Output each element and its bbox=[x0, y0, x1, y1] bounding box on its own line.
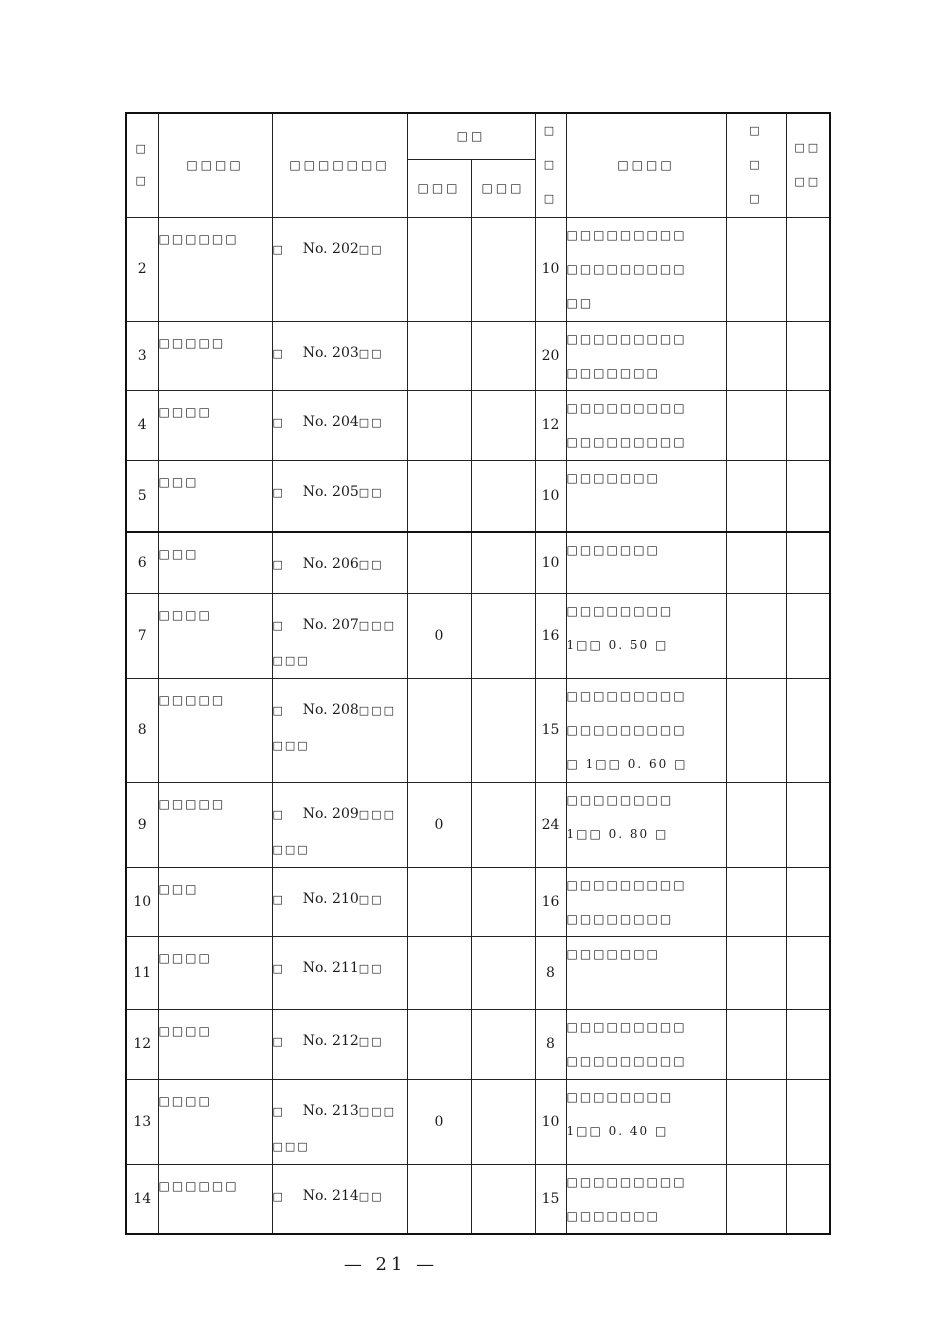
row-empty bbox=[471, 1079, 535, 1164]
header-row-top bbox=[126, 113, 830, 159]
row-code-suffix: □□ bbox=[358, 892, 384, 906]
row-name bbox=[158, 217, 272, 321]
row-name bbox=[158, 460, 272, 532]
table-row bbox=[126, 782, 830, 867]
row-code-number: No. 213 bbox=[302, 1102, 359, 1119]
row-code-number: No. 209 bbox=[302, 805, 359, 822]
row-qty: 15 bbox=[535, 1164, 566, 1234]
row-number: 14 bbox=[126, 1164, 158, 1234]
row-empty bbox=[471, 867, 535, 936]
row-description-line: 1□□ 0. 80 □ bbox=[566, 826, 669, 841]
table-row bbox=[126, 678, 830, 782]
row-empty bbox=[471, 1009, 535, 1079]
row-qty: 10 bbox=[535, 217, 566, 321]
row-code-number: No. 210 bbox=[302, 890, 359, 907]
row-empty bbox=[471, 936, 535, 1009]
page-number: — 21 — bbox=[343, 1254, 439, 1275]
row-col9 bbox=[726, 678, 786, 782]
row-qty: 15 bbox=[535, 678, 566, 782]
row-code bbox=[272, 390, 407, 460]
row-code bbox=[272, 460, 407, 532]
row-col10 bbox=[786, 217, 830, 321]
row-code-box: □ bbox=[272, 807, 285, 821]
row-description-line: □□□□□□□□□ bbox=[566, 434, 687, 449]
row-description bbox=[566, 782, 726, 867]
row-col9 bbox=[726, 321, 786, 390]
row-description-line: □□□□□□□□□ bbox=[566, 1174, 687, 1189]
row-description-line: □□□□□□□□□ bbox=[566, 722, 687, 737]
row-code-line2: □□□ bbox=[272, 738, 310, 752]
row-value bbox=[407, 460, 471, 532]
row-number: 5 bbox=[126, 460, 158, 532]
row-qty: 12 bbox=[535, 390, 566, 460]
row-name-text: □□□□□ bbox=[158, 692, 226, 707]
row-description-line: □□ bbox=[566, 295, 594, 310]
table-row bbox=[126, 460, 830, 532]
row-code bbox=[272, 593, 407, 678]
row-code-box: □ bbox=[272, 1034, 285, 1048]
header-sub1: □□□ bbox=[407, 159, 471, 217]
row-code-number: No. 208 bbox=[302, 701, 359, 718]
row-qty: 16 bbox=[535, 593, 566, 678]
row-code bbox=[272, 678, 407, 782]
row-col9 bbox=[726, 1009, 786, 1079]
table-row bbox=[126, 1079, 830, 1164]
row-col9 bbox=[726, 460, 786, 532]
row-code-number: No. 203 bbox=[302, 344, 359, 361]
row-description bbox=[566, 678, 726, 782]
table-row bbox=[126, 593, 830, 678]
row-code bbox=[272, 1079, 407, 1164]
row-code-box: □ bbox=[272, 242, 285, 256]
row-description bbox=[566, 867, 726, 936]
row-name-text: □□□□ bbox=[158, 404, 212, 419]
header-qty-line1: □ bbox=[543, 124, 558, 138]
header-qty-line2: □ bbox=[543, 158, 558, 172]
row-description bbox=[566, 1009, 726, 1079]
header-qty bbox=[535, 113, 566, 217]
row-code-line2: □□□ bbox=[272, 1139, 310, 1153]
row-value bbox=[407, 217, 471, 321]
row-description-line: □□□□□□□ bbox=[566, 1208, 660, 1223]
row-description bbox=[566, 1079, 726, 1164]
row-name bbox=[158, 1009, 272, 1079]
row-col10 bbox=[786, 1079, 830, 1164]
row-code-number: No. 211 bbox=[302, 959, 359, 976]
table-row bbox=[126, 532, 830, 593]
row-description-line: □ 1□□ 0. 60 □ bbox=[566, 756, 688, 771]
row-name-text: □□□ bbox=[158, 881, 199, 896]
row-code bbox=[272, 867, 407, 936]
row-code-number: No. 202 bbox=[302, 240, 359, 257]
row-value bbox=[407, 867, 471, 936]
row-number: 12 bbox=[126, 1009, 158, 1079]
row-description-line: □□□□□□□ bbox=[566, 470, 660, 485]
header-col9-line1: □ bbox=[749, 124, 763, 138]
row-name-text: □□□□□□ bbox=[158, 231, 239, 246]
row-code bbox=[272, 782, 407, 867]
header-code: □□□□□□□ bbox=[272, 113, 407, 217]
row-description-line: □□□□□□□□□ bbox=[566, 261, 687, 276]
row-number: 10 bbox=[126, 867, 158, 936]
row-code-box: □ bbox=[272, 618, 285, 632]
row-name-text: □□□□ bbox=[158, 950, 212, 965]
row-empty bbox=[471, 593, 535, 678]
table-row bbox=[126, 936, 830, 1009]
row-col10 bbox=[786, 460, 830, 532]
row-qty: 24 bbox=[535, 782, 566, 867]
row-name-text: □□□□□□ bbox=[158, 1178, 239, 1193]
row-col10 bbox=[786, 678, 830, 782]
row-description-line: □□□□□□□□□ bbox=[566, 1019, 687, 1034]
table-row bbox=[126, 867, 830, 936]
row-name bbox=[158, 936, 272, 1009]
row-empty bbox=[471, 1164, 535, 1234]
row-code-number: No. 212 bbox=[302, 1032, 359, 1049]
row-code-suffix: □□□ bbox=[358, 1104, 396, 1118]
row-qty: 8 bbox=[535, 1009, 566, 1079]
row-col9 bbox=[726, 532, 786, 593]
table-row bbox=[126, 217, 830, 321]
row-code-suffix: □□ bbox=[358, 415, 384, 429]
row-name-text: □□□□□ bbox=[158, 796, 226, 811]
row-number: 7 bbox=[126, 593, 158, 678]
row-value: 0 bbox=[407, 782, 471, 867]
row-code bbox=[272, 936, 407, 1009]
row-description bbox=[566, 532, 726, 593]
header-sub2: □□□ bbox=[471, 159, 535, 217]
row-description-line: □□□□□□□□□ bbox=[566, 400, 687, 415]
row-value bbox=[407, 1009, 471, 1079]
table-row bbox=[126, 321, 830, 390]
row-col9 bbox=[726, 217, 786, 321]
row-code-suffix: □□ bbox=[358, 961, 384, 975]
row-qty: 16 bbox=[535, 867, 566, 936]
row-col10 bbox=[786, 867, 830, 936]
row-qty: 8 bbox=[535, 936, 566, 1009]
row-col10 bbox=[786, 532, 830, 593]
row-code-suffix: □□ bbox=[358, 1189, 384, 1203]
row-code-box: □ bbox=[272, 1189, 285, 1203]
row-description-line: □□□□□□□□□ bbox=[566, 877, 687, 892]
row-value bbox=[407, 678, 471, 782]
header-col10 bbox=[786, 113, 830, 217]
row-name bbox=[158, 1079, 272, 1164]
row-code-suffix: □□ bbox=[358, 242, 384, 256]
row-col10 bbox=[786, 321, 830, 390]
header-seq-line1: □ bbox=[135, 142, 149, 156]
row-name-text: □□□ bbox=[158, 474, 199, 489]
header-col10-line2: □□ bbox=[794, 175, 822, 189]
row-number: 4 bbox=[126, 390, 158, 460]
row-code-box: □ bbox=[272, 558, 285, 571]
row-code-line2: □□□ bbox=[272, 842, 310, 856]
row-description-line: □□□□□□□ bbox=[566, 946, 660, 961]
row-code-box: □ bbox=[272, 485, 285, 499]
table-row bbox=[126, 390, 830, 460]
row-code bbox=[272, 1009, 407, 1079]
row-empty bbox=[471, 532, 535, 593]
row-qty: 10 bbox=[535, 532, 566, 593]
row-code bbox=[272, 532, 407, 593]
row-value: 0 bbox=[407, 593, 471, 678]
row-number: 13 bbox=[126, 1079, 158, 1164]
row-col9 bbox=[726, 593, 786, 678]
row-code-number: No. 207 bbox=[302, 616, 359, 633]
row-code-number: No. 204 bbox=[302, 413, 359, 430]
header-qty-line3: □ bbox=[543, 192, 558, 206]
header-name: □□□□ bbox=[158, 113, 272, 217]
row-description-line: □□□□□□□ bbox=[566, 365, 660, 380]
row-value bbox=[407, 936, 471, 1009]
row-code-suffix: □□ bbox=[358, 558, 384, 571]
row-code-number: No. 214 bbox=[302, 1187, 359, 1204]
row-col9 bbox=[726, 867, 786, 936]
row-description bbox=[566, 936, 726, 1009]
row-number: 6 bbox=[126, 532, 158, 593]
row-description bbox=[566, 217, 726, 321]
row-code-box: □ bbox=[272, 703, 285, 717]
header-col9-line3: □ bbox=[749, 192, 763, 206]
row-description bbox=[566, 321, 726, 390]
row-code-box: □ bbox=[272, 892, 285, 906]
row-description bbox=[566, 390, 726, 460]
row-qty: 10 bbox=[535, 1079, 566, 1164]
parts-table bbox=[125, 112, 831, 1235]
row-description-line: □□□□□□□□ bbox=[566, 1089, 674, 1104]
header-col9-line2: □ bbox=[749, 158, 763, 172]
row-code-line2: □□□ bbox=[272, 653, 310, 667]
row-code-box: □ bbox=[272, 346, 285, 360]
row-number: 9 bbox=[126, 782, 158, 867]
row-qty: 20 bbox=[535, 321, 566, 390]
header-desc: □□□□ bbox=[566, 113, 726, 217]
row-empty bbox=[471, 460, 535, 532]
row-number: 2 bbox=[126, 217, 158, 321]
row-code bbox=[272, 321, 407, 390]
row-empty bbox=[471, 321, 535, 390]
row-name-text: □□□□ bbox=[158, 1093, 212, 1108]
row-code bbox=[272, 217, 407, 321]
row-description-line: □□□□□□□ bbox=[566, 543, 660, 557]
row-description-line: □□□□□□□□□ bbox=[566, 331, 687, 346]
row-col10 bbox=[786, 390, 830, 460]
row-code-suffix: □□ bbox=[358, 346, 384, 360]
row-code-box: □ bbox=[272, 1104, 285, 1118]
row-description-line: 1□□ 0. 40 □ bbox=[566, 1123, 669, 1138]
row-name bbox=[158, 532, 272, 593]
row-code-suffix: □□ bbox=[358, 485, 384, 499]
row-col9 bbox=[726, 1079, 786, 1164]
row-code-suffix: □□□ bbox=[358, 807, 396, 821]
row-value bbox=[407, 390, 471, 460]
row-code-box: □ bbox=[272, 961, 285, 975]
row-name bbox=[158, 321, 272, 390]
row-empty bbox=[471, 390, 535, 460]
row-empty bbox=[471, 217, 535, 321]
header-seq bbox=[126, 113, 158, 217]
row-col9 bbox=[726, 1164, 786, 1234]
row-name bbox=[158, 1164, 272, 1234]
row-name-text: □□□□ bbox=[158, 607, 212, 622]
row-description-line: □□□□□□□□□ bbox=[566, 688, 687, 703]
row-col10 bbox=[786, 936, 830, 1009]
row-value bbox=[407, 321, 471, 390]
row-name-text: □□□□□ bbox=[158, 335, 226, 350]
row-code-suffix: □□ bbox=[358, 1034, 384, 1048]
header-col9 bbox=[726, 113, 786, 217]
row-name bbox=[158, 593, 272, 678]
row-value bbox=[407, 532, 471, 593]
row-number: 3 bbox=[126, 321, 158, 390]
row-value bbox=[407, 1164, 471, 1234]
row-value: 0 bbox=[407, 1079, 471, 1164]
row-description bbox=[566, 593, 726, 678]
row-name-text: □□□ bbox=[158, 547, 199, 561]
row-col10 bbox=[786, 1164, 830, 1234]
row-col10 bbox=[786, 782, 830, 867]
row-col10 bbox=[786, 593, 830, 678]
row-description-line: □□□□□□□□ bbox=[566, 911, 674, 926]
row-col9 bbox=[726, 390, 786, 460]
row-name bbox=[158, 390, 272, 460]
row-code-box: □ bbox=[272, 415, 285, 429]
row-description bbox=[566, 460, 726, 532]
row-name bbox=[158, 678, 272, 782]
table-row bbox=[126, 1164, 830, 1234]
row-name-text: □□□□ bbox=[158, 1023, 212, 1038]
row-empty bbox=[471, 678, 535, 782]
row-number: 8 bbox=[126, 678, 158, 782]
header-seq-line2: □ bbox=[135, 174, 149, 188]
row-code-number: No. 205 bbox=[302, 483, 359, 500]
row-empty bbox=[471, 782, 535, 867]
row-name bbox=[158, 782, 272, 867]
row-col9 bbox=[726, 936, 786, 1009]
row-code bbox=[272, 1164, 407, 1234]
row-description-line: □□□□□□□□ bbox=[566, 603, 674, 618]
row-col9 bbox=[726, 782, 786, 867]
row-col10 bbox=[786, 1009, 830, 1079]
row-description-line: 1□□ 0. 50 □ bbox=[566, 637, 669, 652]
row-number: 11 bbox=[126, 936, 158, 1009]
row-description-line: □□□□□□□□□ bbox=[566, 1053, 687, 1068]
row-code-number: No. 206 bbox=[302, 556, 359, 572]
table-row bbox=[126, 1009, 830, 1079]
header-group: □□ bbox=[407, 113, 535, 159]
row-code-suffix: □□□ bbox=[358, 703, 396, 717]
row-code-suffix: □□□ bbox=[358, 618, 396, 632]
row-name bbox=[158, 867, 272, 936]
row-description bbox=[566, 1164, 726, 1234]
row-description-line: □□□□□□□□□ bbox=[566, 227, 687, 242]
row-qty: 10 bbox=[535, 460, 566, 532]
row-description-line: □□□□□□□□ bbox=[566, 792, 674, 807]
header-col10-line1: □□ bbox=[794, 141, 822, 155]
